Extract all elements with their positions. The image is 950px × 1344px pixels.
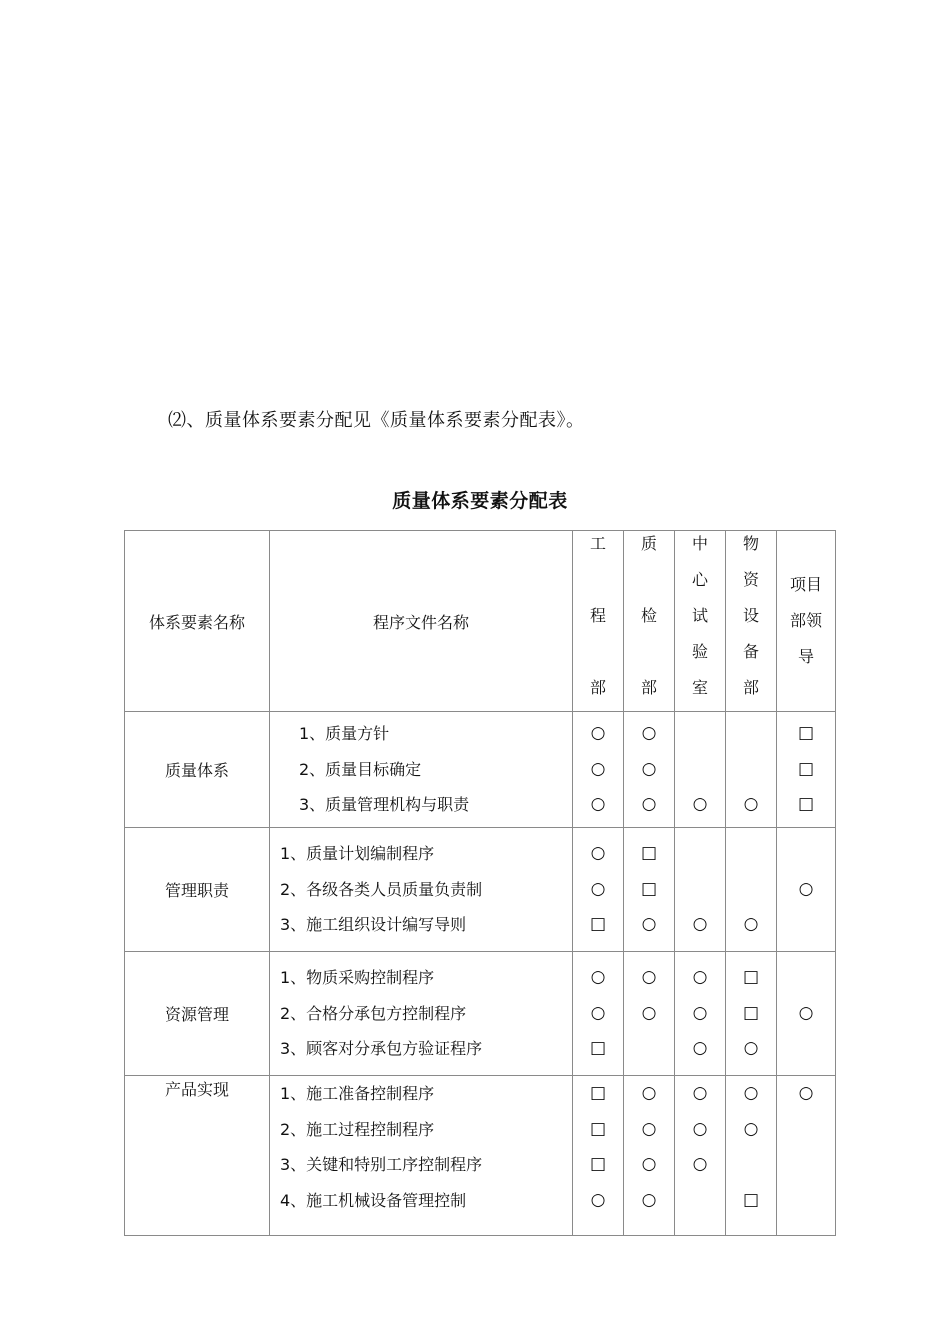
quality-allocation-table [124, 530, 836, 1236]
mark-cell-gongcheng [573, 712, 624, 828]
procedure-list-cell [270, 1076, 573, 1236]
mark-cell-center [675, 1076, 726, 1236]
header-char: 心 [691, 570, 708, 589]
procedure-item: 3、关键和特别工序控制程序 [280, 1155, 483, 1174]
header-char: 设 [742, 606, 759, 625]
allocation-mark [675, 716, 725, 752]
header-char: 备 [742, 642, 759, 661]
allocation-mark: □ [797, 723, 815, 744]
header-char: 资 [742, 570, 759, 589]
header-element-name: 体系要素名称 [125, 531, 270, 712]
allocation-mark [675, 836, 725, 872]
allocation-mark: ○ [641, 723, 657, 744]
allocation-mark: ○ [641, 1002, 657, 1023]
mark-cell-lead [777, 952, 836, 1076]
header-char: 部领 [789, 611, 822, 630]
allocation-mark: ○ [641, 914, 657, 935]
allocation-mark: □ [742, 967, 760, 988]
allocation-mark: □ [589, 1154, 607, 1174]
element-name-cell: 资源管理 [125, 952, 270, 1076]
procedure-item: 2、各级各类人员质量负责制 [280, 879, 483, 899]
allocation-mark: ○ [590, 758, 606, 779]
header-char: 中 [691, 534, 708, 553]
allocation-mark: ○ [692, 1083, 708, 1103]
allocation-mark [777, 1112, 835, 1148]
allocation-mark: □ [742, 1002, 760, 1023]
procedure-item: 4、施工机械设备管理控制 [280, 1190, 467, 1210]
mark-cell-wuzi [726, 828, 777, 952]
header-char: 程 [589, 606, 606, 625]
procedure-list-cell [270, 712, 573, 828]
procedure-list-cell [270, 952, 573, 1076]
procedure-item: 3、施工组织设计编写导则 [280, 915, 467, 935]
mark-cell-lead [777, 712, 836, 828]
mark-cell-zhijian [624, 952, 675, 1076]
allocation-mark: □ [589, 914, 607, 935]
allocation-mark [726, 836, 776, 872]
mark-cell-wuzi [726, 952, 777, 1076]
allocation-mark [675, 872, 725, 908]
mark-cell-center [675, 952, 726, 1076]
allocation-mark: ○ [590, 843, 606, 864]
allocation-mark: ○ [641, 1189, 657, 1210]
allocation-mark: ○ [641, 794, 657, 815]
table-row [125, 828, 836, 952]
mark-cell-lead [777, 1076, 836, 1236]
mark-cell-lead [777, 828, 836, 952]
header-procedure-name: 程序文件名称 [270, 531, 573, 712]
element-name-cell: 质量体系 [125, 712, 270, 828]
mark-cell-center [675, 712, 726, 828]
allocation-mark: ○ [590, 878, 606, 899]
mark-cell-zhijian [624, 712, 675, 828]
allocation-mark: ○ [590, 1002, 606, 1023]
procedure-item: 1、施工准备控制程序 [280, 1084, 435, 1103]
header-char: 部 [640, 678, 657, 697]
procedure-item: 2、施工过程控制程序 [280, 1119, 435, 1139]
allocation-mark: ○ [743, 1038, 759, 1059]
allocation-mark [675, 752, 725, 788]
header-engineering-dept [573, 531, 624, 712]
header-char: 部 [589, 678, 606, 697]
header-char: 物 [742, 534, 759, 553]
header-char: 部 [742, 678, 759, 697]
mark-cell-center [675, 828, 726, 952]
element-name-cell: 管理职责 [125, 828, 270, 952]
allocation-mark: ○ [743, 1118, 759, 1139]
intro-paragraph: ⑵、质量体系要素分配见《质量体系要素分配表》。 [168, 410, 585, 431]
allocation-mark: □ [797, 794, 815, 815]
allocation-mark: ○ [743, 914, 759, 935]
allocation-mark: ○ [641, 967, 657, 988]
mark-cell-wuzi [726, 1076, 777, 1236]
procedure-list-cell [270, 828, 573, 952]
allocation-mark: ○ [590, 1189, 606, 1210]
allocation-mark [624, 1031, 674, 1067]
allocation-mark [777, 1183, 835, 1219]
header-row [125, 531, 836, 712]
allocation-mark: ○ [641, 1118, 657, 1139]
mark-cell-gongcheng [573, 828, 624, 952]
mark-cell-wuzi [726, 712, 777, 828]
allocation-mark: ○ [798, 1083, 814, 1103]
allocation-mark: □ [589, 1083, 607, 1103]
allocation-mark: ○ [743, 1083, 759, 1103]
allocation-mark: ○ [590, 723, 606, 744]
table-row [125, 952, 836, 1076]
header-char: 项目 [789, 575, 822, 594]
allocation-mark [726, 716, 776, 752]
allocation-mark: ○ [692, 914, 708, 935]
procedure-item: 2、质量目标确定 [299, 759, 422, 779]
allocation-mark: ○ [798, 878, 814, 899]
table-title: 质量体系要素分配表 [392, 490, 568, 512]
allocation-mark: ○ [692, 1002, 708, 1023]
allocation-mark: ○ [692, 967, 708, 988]
mark-cell-gongcheng [573, 1076, 624, 1236]
allocation-mark: □ [742, 1189, 760, 1210]
allocation-mark: □ [640, 843, 658, 864]
procedure-item: 3、顾客对分承包方验证程序 [280, 1039, 483, 1059]
procedure-item: 1、质量计划编制程序 [280, 844, 435, 864]
allocation-mark: ○ [692, 1154, 708, 1174]
allocation-mark: □ [589, 1038, 607, 1059]
allocation-mark: □ [640, 878, 658, 899]
allocation-mark: ○ [590, 794, 606, 815]
allocation-mark [726, 872, 776, 908]
allocation-mark [726, 752, 776, 788]
procedure-item: 3、质量管理机构与职责 [299, 795, 470, 815]
element-name-cell: 产品实现 [125, 1076, 270, 1236]
header-char: 检 [640, 606, 657, 625]
allocation-mark: ○ [641, 1083, 657, 1103]
header-char: 质 [640, 534, 657, 553]
header-char: 验 [691, 642, 708, 661]
mark-cell-zhijian [624, 828, 675, 952]
procedure-item: 1、物质采购控制程序 [280, 968, 435, 988]
table-row [125, 712, 836, 828]
procedure-item: 2、合格分承包方控制程序 [280, 1003, 467, 1023]
header-quality-inspection-dept [624, 531, 675, 712]
allocation-mark: ○ [641, 1154, 657, 1174]
header-project-leadership [777, 531, 836, 712]
allocation-mark [675, 1183, 725, 1219]
header-char: 导 [797, 647, 814, 666]
table-row [125, 1076, 836, 1236]
allocation-mark [726, 1147, 776, 1183]
allocation-mark [777, 1147, 835, 1183]
allocation-mark: □ [797, 758, 815, 779]
allocation-mark: ○ [692, 1118, 708, 1139]
header-char: 试 [691, 606, 708, 625]
allocation-mark: ○ [692, 1038, 708, 1059]
mark-cell-zhijian [624, 1076, 675, 1236]
header-char: 室 [691, 678, 708, 697]
allocation-mark: ○ [798, 1002, 814, 1023]
header-char: 工 [589, 534, 606, 553]
header-material-equipment-dept [726, 531, 777, 712]
allocation-mark: □ [589, 1118, 607, 1139]
mark-cell-gongcheng [573, 952, 624, 1076]
header-central-lab [675, 531, 726, 712]
allocation-mark: ○ [743, 794, 759, 815]
allocation-mark: ○ [641, 758, 657, 779]
allocation-mark: ○ [590, 967, 606, 988]
procedure-item: 1、质量方针 [299, 724, 390, 744]
allocation-mark: ○ [692, 794, 708, 815]
